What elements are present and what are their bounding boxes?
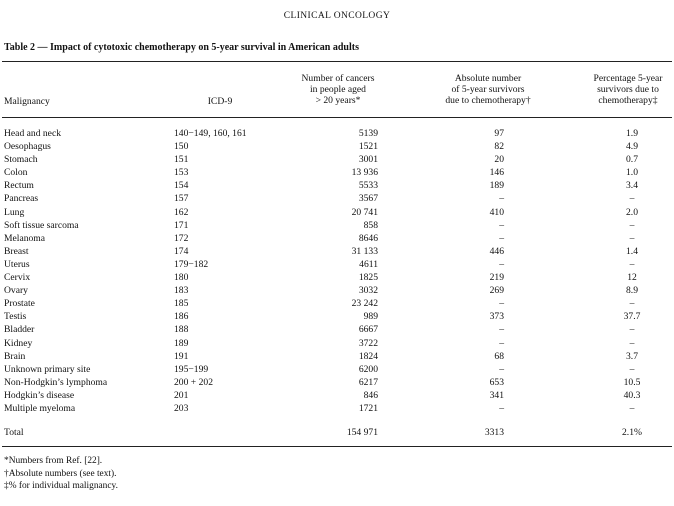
cell-icd: 157 xyxy=(174,193,189,205)
table-row xyxy=(0,166,674,179)
cell-absolute: – xyxy=(499,337,504,349)
cell-icd: 186 xyxy=(174,311,189,323)
cell-number: 13 936 xyxy=(351,167,378,179)
total-number: 154 971 xyxy=(346,427,378,438)
cell-malignancy: Stomach xyxy=(4,154,38,166)
cell-percent: – xyxy=(629,219,635,231)
cell-absolute: 269 xyxy=(489,285,504,297)
cell-number: 1521 xyxy=(358,141,378,153)
cell-malignancy: Colon xyxy=(4,167,28,179)
table-row xyxy=(0,271,674,284)
cell-icd: 203 xyxy=(174,402,189,414)
top-rule xyxy=(2,61,672,62)
table-row xyxy=(0,297,674,310)
table-row xyxy=(0,310,674,323)
cell-percent: 8.9 xyxy=(626,285,638,297)
cell-number: 3001 xyxy=(358,154,378,166)
cell-absolute: – xyxy=(499,363,504,375)
cell-malignancy: Ovary xyxy=(4,285,28,297)
cell-icd: 189 xyxy=(174,337,189,349)
table-row xyxy=(0,337,674,350)
table-row xyxy=(0,376,674,389)
total-absolute: 3313 xyxy=(484,427,504,438)
header-number-line: > 20 years* xyxy=(315,95,361,106)
cell-number: 6200 xyxy=(358,363,378,375)
cell-absolute: 653 xyxy=(489,376,504,388)
cell-absolute: – xyxy=(499,258,504,270)
header-percentage-line: Percentage 5-year xyxy=(593,73,663,84)
header-rule xyxy=(2,117,672,118)
cell-malignancy: Multiple myeloma xyxy=(4,402,76,414)
footnote: †Absolute numbers (see text). xyxy=(4,468,117,479)
cell-percent: – xyxy=(629,363,635,375)
cell-icd: 200 + 202 xyxy=(174,376,213,388)
cell-icd: 174 xyxy=(174,245,189,257)
cell-number: 6217 xyxy=(358,376,378,388)
cell-malignancy: Bladder xyxy=(4,324,35,336)
cell-number: 23 242 xyxy=(351,298,378,310)
cell-number: 3567 xyxy=(358,193,378,205)
total-label: Total xyxy=(4,427,24,438)
cell-number: 5533 xyxy=(358,180,378,192)
cell-percent: 4.9 xyxy=(626,141,638,153)
cell-absolute: 20 xyxy=(494,154,504,166)
total-percent: 2.1% xyxy=(622,427,642,438)
cell-percent: – xyxy=(629,298,635,310)
table-row xyxy=(0,258,674,271)
header-absolute-line: of 5-year survivors xyxy=(451,84,525,95)
cell-icd: 154 xyxy=(174,180,189,192)
cell-absolute: – xyxy=(499,298,504,310)
cell-malignancy: Unknown primary site xyxy=(4,363,91,375)
footnote: ‡% for individual malignancy. xyxy=(4,481,118,492)
table-row xyxy=(0,153,674,166)
cell-absolute: 146 xyxy=(489,167,504,179)
cell-absolute: 219 xyxy=(489,272,504,284)
cell-percent: 1.9 xyxy=(626,128,638,139)
cell-number: 858 xyxy=(363,219,378,231)
cell-number: 6667 xyxy=(358,324,378,336)
cell-number: 846 xyxy=(363,389,378,401)
cell-malignancy: Soft tissue sarcoma xyxy=(4,219,79,231)
header-number xyxy=(290,73,386,106)
bottom-rule xyxy=(2,446,672,447)
cell-number: 3722 xyxy=(358,337,378,349)
cell-number: 4611 xyxy=(359,258,378,270)
table-body xyxy=(0,127,674,415)
cell-number: 5139 xyxy=(358,128,378,139)
cell-number: 989 xyxy=(363,311,378,323)
cell-number: 1721 xyxy=(358,402,378,414)
cell-absolute: 68 xyxy=(494,350,504,362)
cell-malignancy: Testis xyxy=(4,311,27,323)
cell-icd: 188 xyxy=(174,324,189,336)
cell-percent: 1.0 xyxy=(626,167,638,179)
cell-absolute: – xyxy=(499,219,504,231)
cell-number: 1824 xyxy=(358,350,378,362)
cell-absolute: 410 xyxy=(489,206,504,218)
cell-malignancy: Head and neck xyxy=(4,128,62,139)
cell-absolute: – xyxy=(499,402,504,414)
header-number-line: Number of cancers xyxy=(301,73,375,84)
cell-icd: 191 xyxy=(174,350,189,362)
cell-malignancy: Kidney xyxy=(4,337,33,349)
cell-percent: 40.3 xyxy=(623,389,641,401)
header-icd: ICD-9 xyxy=(207,96,233,107)
cell-icd: 172 xyxy=(174,232,189,244)
table-row xyxy=(0,206,674,219)
header-percentage-line: survivors due to xyxy=(597,84,659,95)
cell-absolute: 189 xyxy=(489,180,504,192)
cell-malignancy: Brain xyxy=(4,350,26,362)
header-malignancy: Malignancy xyxy=(4,96,50,107)
cell-icd: 150 xyxy=(174,141,189,153)
cell-malignancy: Melanoma xyxy=(4,232,46,244)
header-percentage xyxy=(582,73,674,106)
cell-malignancy: Non-Hodgkin’s lymphoma xyxy=(4,376,108,388)
cell-absolute: 341 xyxy=(489,389,504,401)
cell-absolute: 97 xyxy=(494,128,504,139)
cell-icd: 195−199 xyxy=(174,363,209,375)
table-row xyxy=(0,192,674,205)
cell-icd: 179−182 xyxy=(174,258,209,270)
footnote: *Numbers from Ref. [22]. xyxy=(4,456,103,466)
cell-icd: 185 xyxy=(174,298,189,310)
cell-number: 1825 xyxy=(358,272,378,284)
cell-percent: 12 xyxy=(627,272,637,284)
header-number-line: in people aged xyxy=(310,84,366,95)
cell-absolute: 373 xyxy=(489,311,504,323)
cell-icd: 162 xyxy=(174,206,189,218)
header-percentage-line: chemotherapy‡ xyxy=(598,95,658,106)
table-row xyxy=(0,245,674,258)
cell-percent: – xyxy=(629,402,635,414)
cell-percent: – xyxy=(629,193,635,205)
table-row xyxy=(0,350,674,363)
cell-percent: – xyxy=(629,337,635,349)
footnotes xyxy=(4,455,118,493)
header-absolute xyxy=(424,73,552,106)
cell-malignancy: Rectum xyxy=(4,180,34,192)
table-row xyxy=(0,284,674,297)
table-row xyxy=(0,402,674,415)
cell-percent: 3.4 xyxy=(626,180,638,192)
cell-percent: 1.4 xyxy=(626,245,638,257)
cell-absolute: – xyxy=(499,232,504,244)
cell-percent: 10.5 xyxy=(623,376,641,388)
cell-percent: – xyxy=(629,232,635,244)
table-row xyxy=(0,232,674,245)
cell-number: 20 741 xyxy=(351,206,378,218)
table-row xyxy=(0,389,674,402)
journal-running-header: CLINICAL ONCOLOGY xyxy=(283,11,391,21)
cell-absolute: – xyxy=(499,193,504,205)
table-row xyxy=(0,363,674,376)
table-row xyxy=(0,140,674,153)
cell-number: 3032 xyxy=(358,285,378,297)
cell-malignancy: Pancreas xyxy=(4,193,39,205)
cell-percent: 37.7 xyxy=(623,311,641,323)
cell-number: 31 133 xyxy=(351,245,378,257)
cell-icd: 151 xyxy=(174,154,189,166)
cell-malignancy: Cervix xyxy=(4,272,31,284)
cell-malignancy: Prostate xyxy=(4,298,35,310)
cell-icd: 183 xyxy=(174,285,189,297)
cell-percent: – xyxy=(629,258,635,270)
cell-malignancy: Uterus xyxy=(4,258,30,270)
cell-absolute: 446 xyxy=(489,245,504,257)
table-row xyxy=(0,323,674,336)
header-absolute-line: Absolute number xyxy=(454,73,522,84)
cell-malignancy: Lung xyxy=(4,206,25,218)
table-row xyxy=(0,179,674,192)
total-row xyxy=(0,426,674,439)
cell-icd: 153 xyxy=(174,167,189,179)
cell-percent: 3.7 xyxy=(626,350,638,362)
cell-number: 8646 xyxy=(358,232,378,244)
cell-icd: 140−149, 160, 161 xyxy=(174,128,247,139)
cell-percent: – xyxy=(629,324,635,336)
cell-malignancy: Oesophagus xyxy=(4,141,51,153)
cell-icd: 201 xyxy=(174,389,189,401)
table-row xyxy=(0,219,674,232)
table-caption: Table 2 — Impact of cytotoxic chemotherapy on 5-year survival in American adults xyxy=(4,42,359,53)
cell-malignancy: Hodgkin’s disease xyxy=(4,389,75,401)
header-absolute-line: due to chemotherapy† xyxy=(445,95,531,106)
cell-percent: 0.7 xyxy=(626,154,638,166)
cell-percent: 2.0 xyxy=(626,206,638,218)
cell-icd: 171 xyxy=(174,219,189,231)
table-row xyxy=(0,127,674,140)
cell-absolute: – xyxy=(499,324,504,336)
cell-malignancy: Breast xyxy=(4,245,29,257)
cell-icd: 180 xyxy=(174,272,189,284)
cell-absolute: 82 xyxy=(494,141,504,153)
